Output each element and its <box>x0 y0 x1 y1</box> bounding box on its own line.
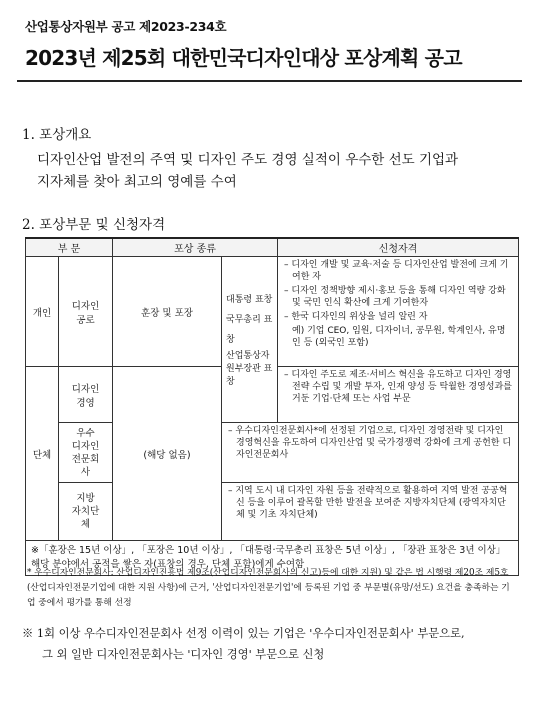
criteria-item: – 지역 도시 내 디자인 자원 등을 전략적으로 활용하여 지역 발전 공공혁신 등을 이루어 괄목할 만한 발전을 보여준 지방자치단체 (광역자치단체 및 기초 자치단체) <box>228 486 508 520</box>
header-qualification: 신청자격 <box>278 238 519 257</box>
award-item: 산업통상자원부장관 표창 <box>226 351 273 387</box>
criteria-item: 예) 기업 CEO, 임원, 디자이너, 공무원, 학계인사, 유명인 등 (외국인 포함) <box>292 326 506 348</box>
criteria-design-firm <box>222 423 519 483</box>
award-table <box>25 237 519 576</box>
section-heading-overview: 1. 포상개요 <box>22 127 92 143</box>
criteria-item: – 디자인 정책방향 제시·홍보 등을 통해 디자인 역량 강화 및 국민 인식 확산에 크게 기여한자 <box>284 286 506 308</box>
criteria-local-gov <box>222 483 519 541</box>
award-none: (해당 없음) <box>113 367 222 541</box>
overview-line: 지자체를 찾아 최고의 영예를 수여 <box>37 174 237 190</box>
shared-award-list <box>222 257 278 423</box>
criteria-individual <box>278 257 519 367</box>
award-item: 대통령 표창 <box>226 295 273 305</box>
criteria-item: – 디자인 개발 및 교육·저술 등 디자인산업 발전에 크게 기여한 자 <box>284 260 509 282</box>
page-title: 2023년 제25회 대한민국디자인대상 포상계획 공고 <box>25 46 462 70</box>
overview-text <box>37 149 458 193</box>
table-row <box>26 257 519 367</box>
section-heading-categories: 2. 포상부문 및 신청자격 <box>22 217 166 233</box>
title-divider <box>17 80 522 82</box>
header-division: 부 문 <box>26 238 113 257</box>
criteria-item: – 우수디자인전문회사*에 선정된 기업으로, 디자인 경영전략 및 디자인 경영혁신을 유도하여 디자인산업 및 국가경쟁력 강화에 크게 공헌한 디자인전문회사 <box>228 426 512 460</box>
criteria-item: – 한국 디자인의 위상을 널리 알린 자 <box>284 312 428 322</box>
award-item: 국무총리 표창 <box>226 315 273 345</box>
group-individual: 개인 <box>26 257 59 367</box>
table-row <box>26 483 519 541</box>
category-design-merit: 디자인 공로 <box>59 257 113 367</box>
overview-line: 디자인산업 발전의 주역 및 디자인 주도 경영 실적이 우수한 선도 기업과 <box>37 152 459 168</box>
criteria-item: – 디자인 주도로 제조·서비스 혁신을 유도하고 디자인 경영전략 수립 및 개발 투자, 인재 양성 등 탁월한 경영성과를 거둔 기업·단체 또는 사업 부문 <box>284 370 512 404</box>
header-award-type: 포상 종류 <box>113 238 278 257</box>
footnote-asterisk: * 우수디자인전문회사: 산업디자인진흥법 제9조(산업디자인전문회사의 신고)등에 대한 지원) 및 같은 법 시행령 제20조 제5호(산업디자인전문기업에 대한 지원 사항)에 근거, '산업디자인전문기업'에 등록된 기업 중 부문별(유망/선도) 요건을 충족하는 기업 중에서 평가를 통해 선정 <box>27 568 510 608</box>
group-organization: 단체 <box>26 367 59 541</box>
category-design-management: 디자인 경영 <box>59 367 113 423</box>
notice-number: 산업통상자원부 공고 제2023-234호 <box>25 19 227 34</box>
criteria-design-management <box>278 367 519 423</box>
remark-line: ※ 1회 이상 우수디자인전문회사 선정 이력이 있는 기업은 '우수디자인전문회사' 부문으로, <box>22 627 465 640</box>
remark-line: 그 외 일반 디자인전문회사는 '디자인 경영' 부문으로 신청 <box>42 648 325 661</box>
table-row <box>26 423 519 483</box>
category-design-firm: 우수 디자인 전문회 사 <box>59 423 113 483</box>
table-note: ※「훈장은 15년 이상」, 「포장은 10년 이상」, 「대통령·국무총리 표창은 5년 이상」, 「장관 표창은 3년 이상」 해당 분야에서 공적을 쌓은 자(표창의 경우, 단체 포함)에게 수여함 <box>26 541 519 576</box>
footnote-remark <box>22 623 520 665</box>
award-medal: 훈장 및 포장 <box>113 257 222 367</box>
category-local-gov: 지방 자치단 체 <box>59 483 113 541</box>
table-header-row <box>26 238 519 257</box>
